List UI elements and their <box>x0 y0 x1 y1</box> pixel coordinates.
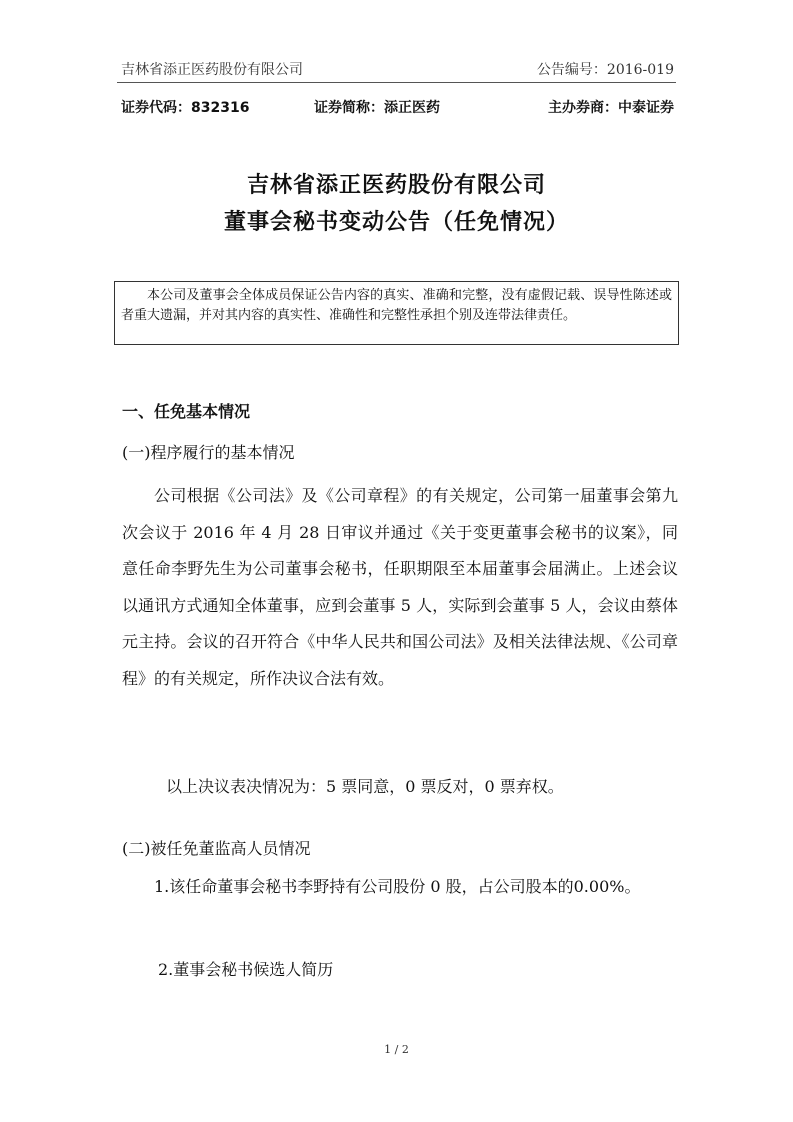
document-title-notice: 董事会秘书变动公告（任免情况） <box>223 210 569 235</box>
procedure-paragraph: 公司根据《公司法》及《公司章程》的有关规定，公司第一届董事会第九次会议于 2016 年 4 月 28 日审议并通过《关于变更董事会秘书的议案》，同意任命李野先生为公司董事会秘书，任职期限至本届董事会届满止。上述会议以通讯方式通知全体董事，应到会董事 5 人，实际到会董事 5 人，会议由蔡体元主持。会议的召开符合《中华人民共和国公司法》及相关法律法规、《公司章程》的有关规定，所作决议合法有效。 <box>122 486 678 688</box>
header-company-name: 吉林省添正医药股份有限公司 <box>121 62 303 78</box>
subsection-heading-procedure: (一)程序履行的基本情况 <box>122 443 295 462</box>
subsection-heading-personnel: (二)被任免董监高人员情况 <box>122 839 311 858</box>
section-heading: 一、任免基本情况 <box>122 402 251 421</box>
securities-info <box>117 97 676 119</box>
security-short-name: 证券简称：添正医药 <box>314 100 440 116</box>
document-title-company: 吉林省添正医药股份有限公司 <box>246 173 546 198</box>
disclaimer-box: 本公司及董事会全体成员保证公告内容的真实、准确和完整，没有虚假记载、误导性陈述或者重大遗漏，并对其内容的真实性、准确性和完整性承担个别及连带法律责任。 <box>114 281 679 345</box>
header-notice-number: 公告编号：2016-019 <box>536 62 674 78</box>
resume-item: 2.董事会秘书候选人简历 <box>158 960 334 979</box>
page-number: 1 / 2 <box>384 1043 409 1056</box>
shareholding-item: 1.该任命董事会秘书李野持有公司股份 0 股，占公司股本的0.00%。 <box>154 877 641 896</box>
security-code: 证券代码：832316 <box>121 100 250 116</box>
vote-result: 以上决议表决情况为：5 票同意，0 票反对，0 票弃权。 <box>166 777 564 796</box>
page-header <box>117 58 676 83</box>
sponsor-broker: 主办券商：中泰证券 <box>548 100 674 116</box>
